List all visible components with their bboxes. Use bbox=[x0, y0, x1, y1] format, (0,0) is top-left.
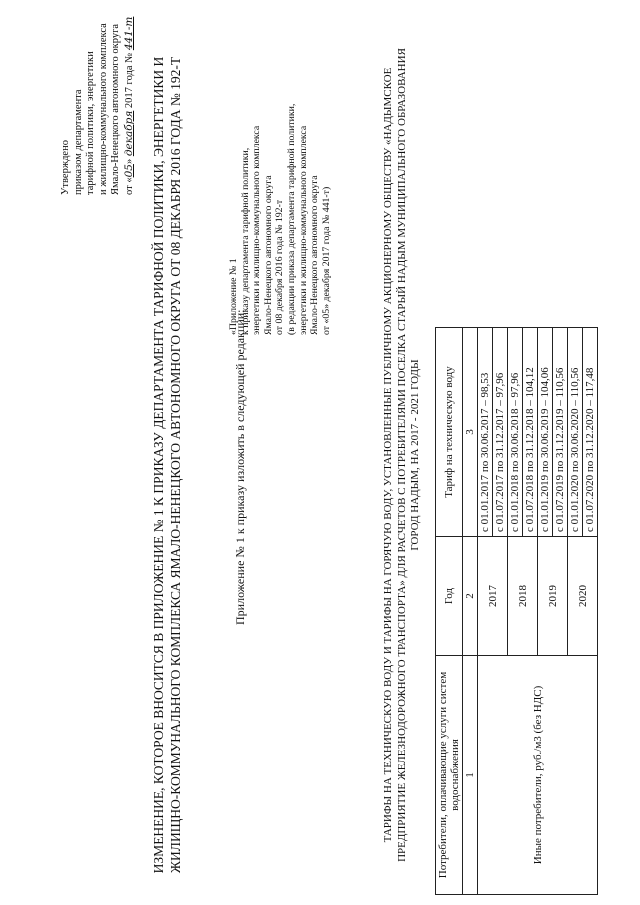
date-day: 05 bbox=[320, 308, 332, 319]
date-mid: » bbox=[320, 301, 332, 309]
year-cell: 2018 bbox=[508, 537, 538, 656]
approval-line: и жилищно-коммунального комплекса bbox=[97, 23, 109, 195]
year-cell: 2019 bbox=[538, 537, 568, 656]
tariff-cell: с 01.07.2019 по 31.12.2019 – 110,56 bbox=[553, 328, 568, 537]
date-prefix: от « bbox=[123, 177, 135, 195]
date-month: декабря bbox=[122, 110, 135, 157]
tariff-cell: с 01.07.2017 по 31.12.2017 – 97,96 bbox=[493, 328, 508, 537]
tariff-table bbox=[435, 327, 598, 895]
tariff-table-title: ТАРИФЫ НА ТЕХНИЧЕСКУЮ ВОДУ И ТАРИФЫ НА ГОРЯЧУЮ ВОДУ, УСТАНОВЛЕННЫЕ ПУБЛИЧНОМУ АКЦИОНЕРНОМУ ОБЩЕСТВУ «НАДЫМСКОЕ ПРЕДПРИЯТИЕ ЖЕЛЕЗНОДОРОЖНОГО ТРАНСПОРТА» ДЛЯ РАСЧЕТОВ С ПОТРЕБИТЕЛЯМИ ПОСЕЛКА СТАРЫЙ НАДЫМ МУНИЦИПАЛЬНОГО ОБРАЗОВАНИЯ ГОРОД НАДЫМ, НА 2017 - 2021 ГОДЫ bbox=[382, 48, 421, 862]
annex-line: Ямало-Ненецкого автономного округа bbox=[262, 175, 274, 335]
annex-date bbox=[321, 5, 333, 335]
date-year: 2017 года № bbox=[320, 212, 332, 269]
annex-line: энергетики и жилищно-коммунального комплекса bbox=[297, 125, 309, 335]
date-day: 05 bbox=[122, 164, 135, 178]
consumer-cell: Иные потребители, руб./м3 (без НДС) bbox=[478, 656, 598, 895]
tariff-cell: с 01.01.2018 по 30.06.2018 – 97,96 bbox=[508, 328, 523, 537]
date-year: 2017 года № bbox=[123, 50, 135, 111]
approval-block bbox=[60, 10, 136, 195]
tariff-cell: с 01.01.2017 по 30.06.2017 – 98,53 bbox=[478, 328, 493, 537]
tariff-cell: с 01.07.2018 по 31.12.2018 – 104,12 bbox=[523, 328, 538, 537]
approval-line: Утверждено bbox=[60, 140, 71, 195]
date-number: 441-т bbox=[320, 190, 332, 213]
annex-line: (в редакции приказа департамента тарифной политики, bbox=[285, 103, 297, 335]
table-number-row bbox=[463, 328, 478, 895]
annex-line: от 08 декабря 2016 года № 192-т bbox=[274, 199, 286, 335]
header-year: Год bbox=[436, 537, 463, 656]
year-cell: 2020 bbox=[568, 537, 598, 656]
annex-line: «Приложение № 1 bbox=[228, 258, 239, 335]
approval-line: тарифной политики, энергетики bbox=[85, 51, 96, 195]
date-month: декабря bbox=[320, 268, 332, 302]
col-number: 2 bbox=[463, 537, 478, 656]
col-number: 1 bbox=[463, 656, 478, 895]
table-row bbox=[478, 328, 493, 895]
approval-date bbox=[123, 10, 137, 195]
tariff-cell: с 01.01.2019 по 30.06.2019 – 104,06 bbox=[538, 328, 553, 537]
annex-block bbox=[228, 5, 332, 335]
document-title: ИЗМЕНЕНИЕ, КОТОРОЕ ВНОСИТСЯ В ПРИЛОЖЕНИЕ № 1 К ПРИКАЗУ ДЕПАРТАМЕНТА ТАРИФНОЙ ПОЛИТИКИ, ЭНЕРГЕТИКИ И ЖИЛИЩНО-КОММУНАЛЬНОГО КОМПЛЕКСА ЯМАЛО-НЕНЕЦКОГО АВТОНОМНОГО ОКРУГА ОТ 08 ДЕКАБРЯ 2016 ГОДА № 192-Т bbox=[151, 56, 183, 874]
annex-line: энергетики и жилищно-коммунального комплекса bbox=[251, 125, 263, 335]
approval-line: приказом департамента bbox=[72, 89, 84, 195]
date-mid: » bbox=[123, 156, 135, 165]
date-prefix: от « bbox=[320, 318, 332, 335]
col-number: 3 bbox=[463, 328, 478, 537]
date-number: 441-т bbox=[122, 16, 135, 51]
intro-text: Приложение № 1 к приказу изложить в следующей редакции: bbox=[233, 309, 247, 625]
table-header-row bbox=[436, 328, 463, 895]
tariff-cell: с 01.07.2020 по 31.12.2020 – 117,48 bbox=[583, 328, 598, 537]
annex-line: к приказу департамента тарифной политики, bbox=[239, 147, 251, 335]
header-tariff: Тариф на техническую воду bbox=[436, 328, 463, 537]
year-cell: 2017 bbox=[478, 537, 508, 656]
date-suffix: ) bbox=[320, 186, 332, 191]
annex-line: Ямало-Ненецкого автономного округа bbox=[309, 175, 321, 335]
header-consumers: Потребители, оплачивающие услуги систем водоснабжения bbox=[436, 656, 463, 895]
tariff-cell: с 01.01.2020 по 30.06.2020 – 110,56 bbox=[568, 328, 583, 537]
approval-line: Ямало-Ненецкого автономного округа bbox=[110, 23, 121, 195]
